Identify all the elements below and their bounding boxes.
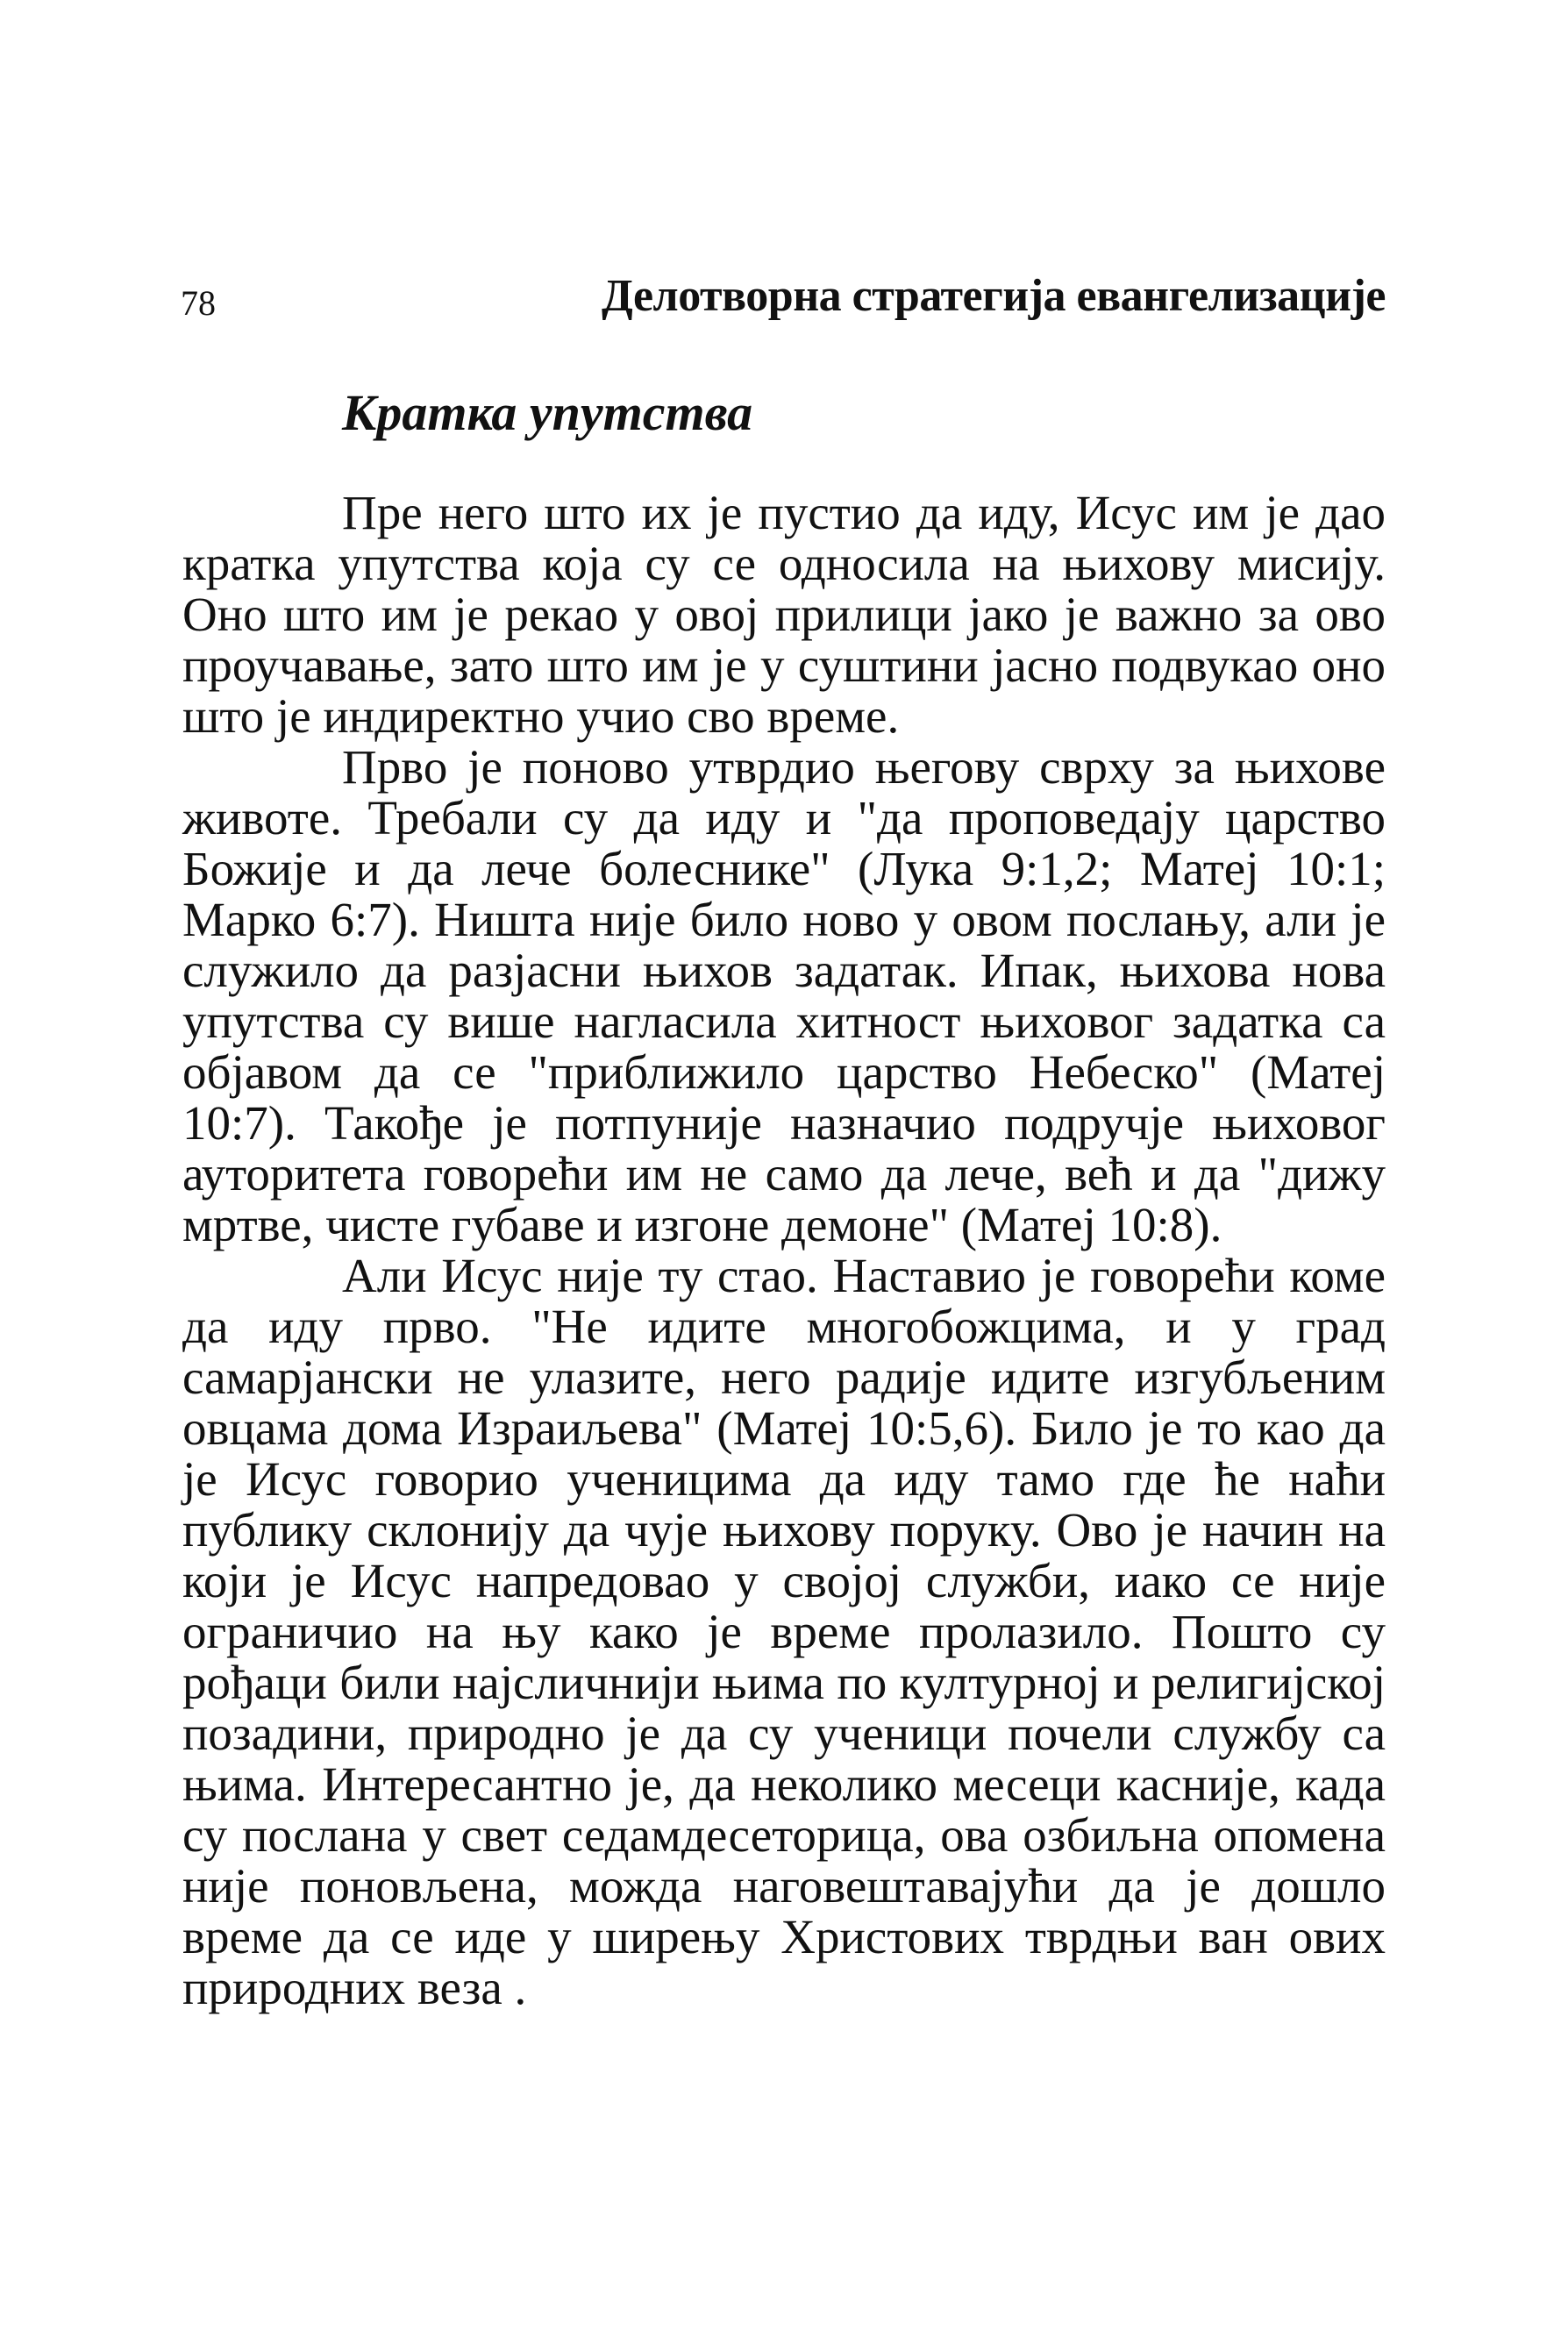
paragraph: Прво је поново утврдио његову сврху за њихове животе. Требали су да иду и "да проповедају царство Божије и да лече болеснике" (Лука 9:1,2; Матеј 10:1; Марко 6:7). Ништа није било ново у овом послању, али је служило да разјасни њихов задатак. Ипак, њихова нова упутства су више нагласила хитност њиховог задатка са објавом да се "приближило царство Небеско" (Матеј 10:7). Такође је потпуније назначио подручје њиховог ауторитета говорећи им не само да лече, већ и да "дижу мртве, чисте губаве и изгоне демоне" (Матеј 10:8). — [182, 740, 1386, 1251]
page-number: 78 — [181, 283, 216, 323]
paragraph: Али Исус није ту стао. Наставио је говорећи коме да иду прво. "Не идите многобожцима, и у град самарјански не улазите, него радије идите изгубљеним овцама дома Израиљева" (Матеј 10:5,6). Било је то као да је Исус говорио ученицима да иду тамо где ће наћи публику склонију да чује њихову поруку. Ово је начин на који је Исус напредовао у својој служби, иако се није ограничио на њу како је време пролазило. Пошто су рођаци били најсличнији њима по културној и религијској позадини, природно је да су ученици почели службу са њима. Интересантно је, да неколико месеци касније, када су послана у свет седамдесеторица, ова озбиљна опомена није поновљена, можда наговештавајући да је дошло време да се иде у ширењу Христових тврдњи ван ових природних веза . — [182, 1249, 1386, 2014]
section-heading: Кратка упутства — [342, 384, 753, 441]
running-header-title: Делотворна стратегија евангелизације — [602, 271, 1386, 321]
body-text — [182, 488, 1386, 2013]
paragraph: Пре него што их је пустио да иду, Исус им је дао кратка упутства која су се односила на њихову мисију. Оно што им је рекао у овој прилици јако је важно за ово проучавање, зато што им је у суштини јасно подвукао оно што је индиректно учио сво време. — [182, 486, 1386, 743]
